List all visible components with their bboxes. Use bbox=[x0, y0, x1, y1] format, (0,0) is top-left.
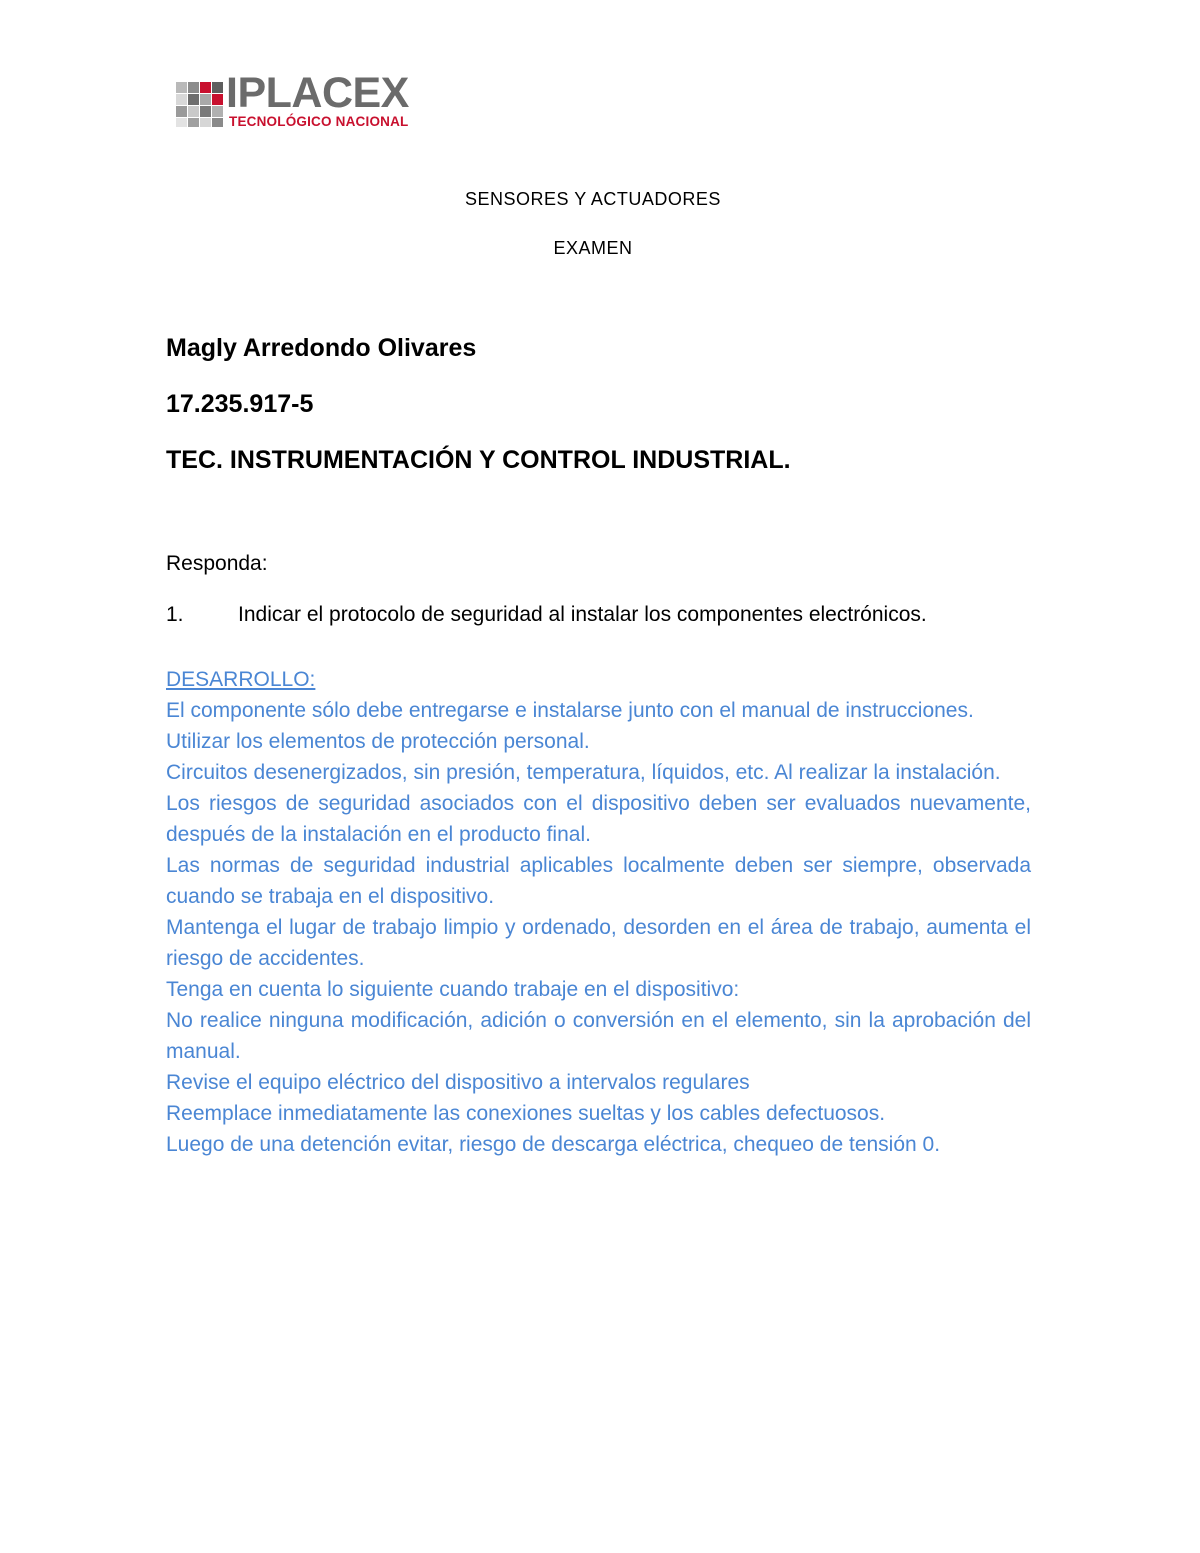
logo-wordmark: IPLACEX bbox=[226, 69, 409, 117]
answer-paragraph: Tenga en cuenta lo siguiente cuando trabaje en el dispositivo: bbox=[166, 978, 740, 1001]
answer-paragraph: Mantenga el lugar de trabajo limpio y ordenado, desorden en el área de trabajo, aumenta el riesgo de accidentes. bbox=[166, 916, 1031, 970]
student-id: 17.235.917-5 bbox=[166, 390, 314, 418]
answer-paragraph: Revise el equipo eléctrico del dispositivo a intervalos regulares bbox=[166, 1071, 750, 1094]
document-type: EXAMEN bbox=[553, 238, 633, 258]
logo-mosaic-icon bbox=[176, 78, 226, 128]
course-title: SENSORES Y ACTUADORES bbox=[465, 189, 721, 209]
answer-paragraph: Los riesgos de seguridad asociados con el dispositivo deben ser evaluados nuevamente, después de la instalación en el producto final. bbox=[166, 792, 1031, 846]
answer-heading: DESARROLLO: bbox=[166, 668, 316, 691]
question-text: Indicar el protocolo de seguridad al instalar los componentes electrónicos. bbox=[238, 603, 927, 626]
answer-block bbox=[166, 664, 1031, 1160]
answer-paragraph: Utilizar los elementos de protección personal. bbox=[166, 730, 590, 753]
question-number: 1. bbox=[166, 603, 184, 626]
prompt-label: Responda: bbox=[166, 552, 268, 575]
logo-subtitle: TECNOLÓGICO NACIONAL bbox=[229, 114, 409, 129]
answer-paragraph: Reemplace inmediatamente las conexiones sueltas y los cables defectuosos. bbox=[166, 1102, 886, 1125]
question-item bbox=[166, 603, 927, 627]
answer-paragraph: El componente sólo debe entregarse e instalarse junto con el manual de instrucciones. bbox=[166, 699, 974, 722]
answer-paragraph: Las normas de seguridad industrial aplicables localmente deben ser siempre, observada cuando se trabaja en el dispositivo. bbox=[166, 854, 1031, 908]
answer-paragraph: Circuitos desenergizados, sin presión, temperatura, líquidos, etc. Al realizar la instalación. bbox=[166, 761, 1001, 784]
iplacex-logo bbox=[176, 69, 416, 134]
answer-paragraph: No realice ninguna modificación, adición o conversión en el elemento, sin la aprobación del manual. bbox=[166, 1009, 1031, 1063]
student-name: Magly Arredondo Olivares bbox=[166, 334, 477, 362]
answer-paragraph: Luego de una detención evitar, riesgo de descarga eléctrica, chequeo de tensión 0. bbox=[166, 1133, 941, 1156]
program-name: TEC. INSTRUMENTACIÓN Y CONTROL INDUSTRIAL. bbox=[166, 446, 791, 474]
